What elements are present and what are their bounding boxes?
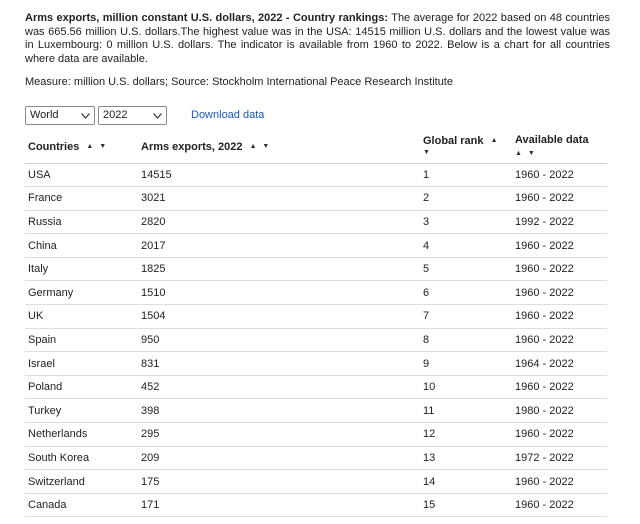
table-row	[25, 163, 607, 187]
sort-icon[interactable]: ▲ ▼	[423, 137, 500, 157]
country-cell: China	[25, 234, 138, 258]
rank-cell: 6	[420, 281, 512, 305]
country-cell: Turkey	[25, 399, 138, 423]
header-available-data[interactable]	[512, 131, 607, 163]
available-data-cell: 1960 - 2022	[512, 375, 607, 399]
header-countries-label: Countries	[28, 140, 80, 153]
chevron-down-icon	[152, 111, 162, 121]
country-cell: Poland	[25, 375, 138, 399]
available-data-cell: 1980 - 2022	[512, 399, 607, 423]
value-cell: 171	[138, 493, 420, 517]
country-cell: Italy	[25, 257, 138, 281]
table-row	[25, 446, 607, 470]
table-row	[25, 305, 607, 329]
country-cell: UK	[25, 305, 138, 329]
rankings-table	[25, 131, 607, 517]
value-cell: 452	[138, 375, 420, 399]
table-row	[25, 493, 607, 517]
table-row	[25, 234, 607, 258]
value-cell: 3021	[138, 187, 420, 211]
rank-cell: 4	[420, 234, 512, 258]
value-cell: 1825	[138, 257, 420, 281]
value-cell: 2017	[138, 234, 420, 258]
rank-cell: 1	[420, 163, 512, 187]
available-data-cell: 1960 - 2022	[512, 163, 607, 187]
sort-icon[interactable]: ▲ ▼	[515, 149, 537, 157]
header-global-rank-label: Global rank	[423, 134, 484, 147]
available-data-cell: 1964 - 2022	[512, 352, 607, 376]
header-arms-exports-label: Arms exports, 2022	[141, 140, 243, 153]
intro-title: Arms exports, million constant U.S. dollars, 2022 - Country rankings:	[25, 12, 389, 24]
country-cell: Spain	[25, 328, 138, 352]
intro-description: The average for 2022 based on 48 countries was 665.56 million U.S. dollars.The highest value was in the USA: 14515 million U.S. dollars and the lowest value was in Luxembourg: 0 million U.S. dollars. The indicator is available from 1960 to 2022. Below is a chart for all countries where data are available.	[25, 12, 611, 65]
value-cell: 14515	[138, 163, 420, 187]
value-cell: 175	[138, 470, 420, 494]
table-row	[25, 281, 607, 305]
available-data-cell: 1960 - 2022	[512, 281, 607, 305]
value-cell: 295	[138, 423, 420, 447]
header-arms-exports[interactable]	[138, 131, 420, 163]
value-cell: 398	[138, 399, 420, 423]
controls-bar	[25, 105, 264, 125]
table-row	[25, 328, 607, 352]
available-data-cell: 1972 - 2022	[512, 446, 607, 470]
available-data-cell: 1960 - 2022	[512, 305, 607, 329]
rank-cell: 7	[420, 305, 512, 329]
available-data-cell: 1992 - 2022	[512, 210, 607, 234]
header-global-rank[interactable]	[420, 131, 512, 163]
value-cell: 950	[138, 328, 420, 352]
value-cell: 1504	[138, 305, 420, 329]
rank-cell: 2	[420, 187, 512, 211]
rank-cell: 3	[420, 210, 512, 234]
rank-cell: 15	[420, 493, 512, 517]
table-row	[25, 399, 607, 423]
rank-cell: 12	[420, 423, 512, 447]
rank-cell: 5	[420, 257, 512, 281]
rank-cell: 10	[420, 375, 512, 399]
country-cell: Switzerland	[25, 470, 138, 494]
value-cell: 831	[138, 352, 420, 376]
country-cell: Russia	[25, 210, 138, 234]
country-cell: Germany	[25, 281, 138, 305]
intro-paragraph	[25, 12, 610, 66]
table-row	[25, 187, 607, 211]
available-data-cell: 1960 - 2022	[512, 328, 607, 352]
country-cell: France	[25, 187, 138, 211]
table-row	[25, 375, 607, 399]
rank-cell: 9	[420, 352, 512, 376]
table-row	[25, 257, 607, 281]
country-cell: Israel	[25, 352, 138, 376]
country-cell: Netherlands	[25, 423, 138, 447]
year-select[interactable]	[98, 106, 167, 125]
country-cell: USA	[25, 163, 138, 187]
available-data-cell: 1960 - 2022	[512, 187, 607, 211]
table-row	[25, 210, 607, 234]
sort-icon[interactable]: ▲ ▼	[86, 143, 109, 151]
country-cell: Canada	[25, 493, 138, 517]
available-data-cell: 1960 - 2022	[512, 470, 607, 494]
country-cell: South Korea	[25, 446, 138, 470]
chevron-down-icon	[80, 111, 90, 121]
sort-icon[interactable]: ▲ ▼	[249, 143, 272, 151]
available-data-cell: 1960 - 2022	[512, 423, 607, 447]
value-cell: 2820	[138, 210, 420, 234]
available-data-cell: 1960 - 2022	[512, 493, 607, 517]
header-available-data-label: Available data	[515, 133, 589, 146]
download-data-link[interactable]: Download data	[191, 109, 265, 121]
table-row	[25, 352, 607, 376]
region-select[interactable]	[25, 106, 95, 125]
available-data-cell: 1960 - 2022	[512, 234, 607, 258]
rank-cell: 11	[420, 399, 512, 423]
available-data-cell: 1960 - 2022	[512, 257, 607, 281]
rank-cell: 13	[420, 446, 512, 470]
measure-source-line: Measure: million U.S. dollars; Source: Stockholm International Peace Research Institute	[25, 76, 453, 88]
table-row	[25, 470, 607, 494]
table-row	[25, 423, 607, 447]
region-select-value: World	[30, 109, 59, 121]
table-body	[25, 163, 607, 517]
rank-cell: 14	[420, 470, 512, 494]
value-cell: 1510	[138, 281, 420, 305]
header-countries[interactable]	[25, 131, 138, 163]
value-cell: 209	[138, 446, 420, 470]
table-header-row	[25, 131, 607, 163]
rank-cell: 8	[420, 328, 512, 352]
year-select-value: 2022	[103, 109, 128, 121]
